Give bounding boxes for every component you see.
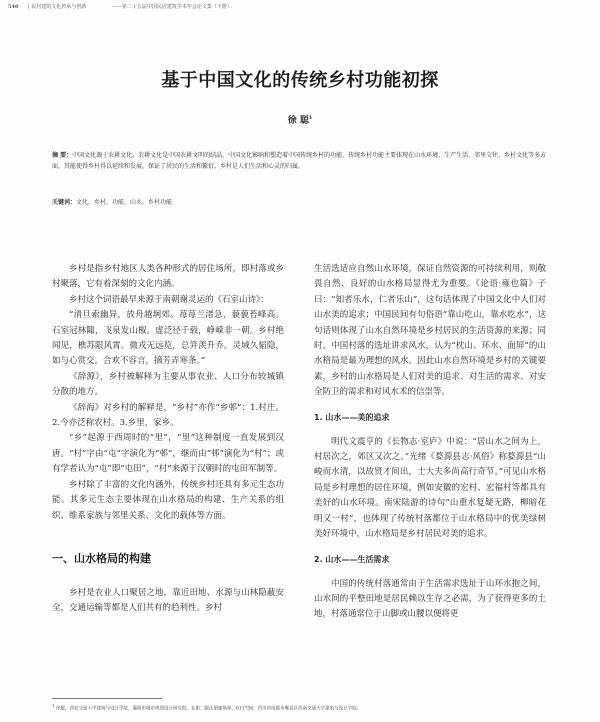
section-heading: 一、山水格局的构建 (52, 551, 151, 565)
body-paragraph: 《辞源》，乡村被解释为主要从事农业、人口分布较城镇分散的地方。 (52, 371, 284, 398)
abstract-text: 中国文化源于农耕文化，农耕文化是中国农耕文明的结晶。中国文化影响和塑造着中国传统乡村的功能。传统乡村功能主要体现在山水环境、生产生活、邻里交往、乡村文化等多方面，其能使得乡村得以延续和发展，保证了居民的生活和繁衍，乡村是人们生活和心灵的归属。 (52, 152, 547, 170)
right-column (314, 262, 546, 623)
author-line (0, 113, 600, 126)
footnote-mark: 1 (52, 703, 55, 708)
body-paragraph: 乡村是指乡村地区人类各种形式的居住场所，即村落或乡村聚落，它有着深刻的文化内涵。 (52, 264, 284, 290)
body-paragraph: 明代文震亨的《长物志·室庐》中说：“居山水之间为上，村居次之，郊区又次之。”光绪《婺源县志·风俗》称婺源县“山峻而水清，以故贤才间出，士大夫多尚高行奇节。”可见山水格局是乡村理想的居住环境，例如安徽的宏村、宏福村等都具有美好的山水环境。南宋陆游的诗句“山重水复疑无路，柳暗花明又一村”，也体现了传统村落都位于山水格局中的优美绿树美好环境中，山水格局是乡村居民对美的追求。 (314, 436, 546, 540)
keywords (52, 197, 552, 206)
footnote-text: 徐聪，西安交通大学建筑与设计学院，襄阳市城市规划设计研究院，在职二级注册建筑师，611756，四川省成都市郫县区西南交通大学建筑与设计学院。 (55, 706, 362, 712)
abstract (52, 150, 552, 172)
body-paragraph: “乡”起源于西周时的“里”，“里”这种制度一直发展到汉唐。“村”字由“屯”字演化为“邨”，继而由“邨”演化为“村”；或有学者认为“屯”即“屯田”，“村”来源于汉朝时的屯田军制等。 (52, 433, 284, 475)
author-name: 徐 聪 (287, 116, 309, 126)
subsection-heading: 2. 山水——生活需求 (314, 554, 390, 564)
abstract-label: 摘 要： (52, 152, 73, 159)
body-paragraph: 中国的传统村落通常由于生活需求选址于山环水抱之间，山水间的平整田地是居民赖以生存之必需，为了获得更多的土地，村落通常位于山脚或山腰以便将更 (314, 578, 546, 620)
body-paragraph: 乡村这个词语最早来源于南朝谢灵运的《石室山诗》： (69, 294, 269, 305)
body-paragraph: 乡村是农业人口聚居之地，靠近田地、水源与山林隐蔽安全，交通运输等都是人们共有的趋利性。乡村 (52, 587, 284, 614)
body-paragraph: 生活选适应自然山水环境，保证自然资源的可持续利用，则敬畏自然、良好的山水格局显得尤为重要。《论语·雍也篇》子曰：“知者乐水，仁者乐山”，这句话体现了中国文化中人们对山水美的追求；中国民间有句俗语“靠山吃山，靠水吃水”，这句话则体现了山水自然环境是乡村居民的生活资源的来源；同时，中国村落的选址讲求风水，认为“枕山、环水、面屏”的山水格局是最为理想的风水。因此山水自然环境是乡村的关键要素，乡村的山水格局是人们对美的追求、对生活的需求、对安全防卫的需求和对风水术的信崇等。 (314, 264, 546, 398)
poem-quote: “清旦索幽异，放舟越坰郊。苺苺兰渚急，藐藐苔峰高。石室冠林陬，飞泉发山椒。虚泛径千载，峥嵘非一朝。乡村绝闻见，樵苏限风霄。微戎无远览，总笄羡升乔。灵域久韬隐，如与心赏交。合欢不容言，摘芳弄寒条。” (52, 310, 284, 367)
body-paragraph: 《辞海》对乡村的解释是，“乡村”亦作“乡邨”：1.村庄。2.今亦泛称农村。3.乡里，家乡。 (52, 402, 284, 429)
keywords-label: 关键词： (52, 199, 77, 206)
page-number: 540 (8, 4, 19, 10)
running-head (8, 3, 568, 10)
conference-name: ——第二十五届中国民居建筑学术年会论文集（下册） (111, 4, 232, 10)
body-paragraph: 乡村除了丰富的文化内涵外，传统乡村还具有多元生态功能。其多元生态主要体现在山水格局的构建、生产关系的组织、维系家族与邻里关系、文化的载体等方面。 (52, 479, 284, 521)
left-column (52, 262, 284, 617)
journal-name: | 民居建筑文化传承与创新 (28, 4, 87, 10)
footnote-rule (52, 698, 162, 699)
footnote (52, 703, 572, 712)
author-footnote-mark: 1 (308, 115, 313, 121)
article-title: 基于中国文化的传统乡村功能初探 (161, 70, 439, 91)
subsection-heading: 1. 山水——美的追求 (314, 412, 390, 422)
keywords-text: 文化，乡村，功能，山水，乡村功能 (76, 199, 173, 206)
